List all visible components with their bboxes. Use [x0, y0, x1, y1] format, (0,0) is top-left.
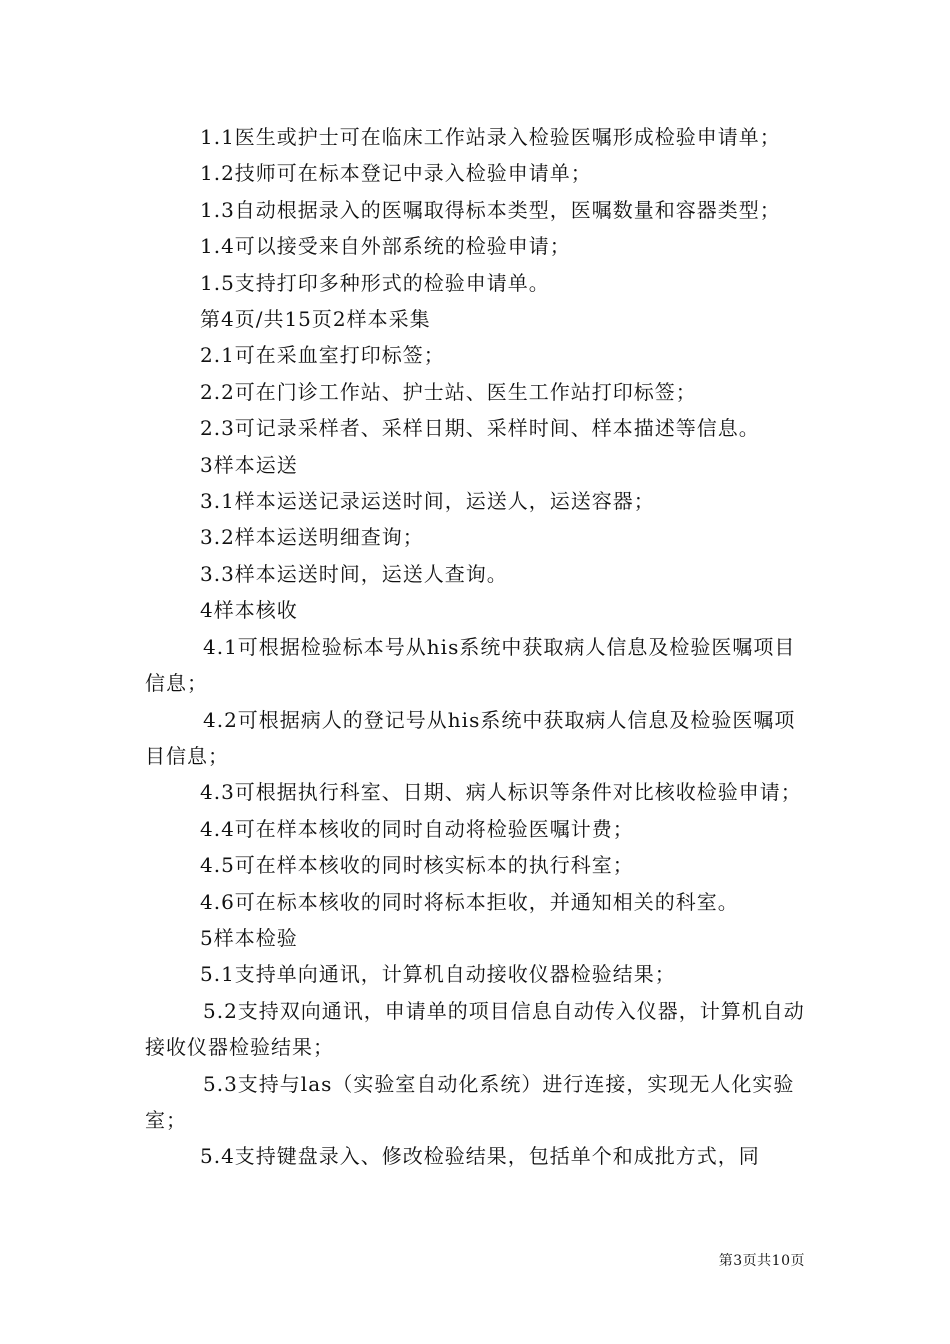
paragraph: 3.3样本运送时间，运送人查询。	[200, 561, 508, 586]
paragraph: 3.1样本运送记录运送时间，运送人，运送容器；	[200, 489, 655, 514]
section-heading: 第4页/共15页2样本采集	[200, 307, 431, 332]
section-heading: 5样本检验	[200, 925, 298, 950]
paragraph: 4.1可根据检验标本号从his系统中获取病人信息及检验医嘱项目信息；	[145, 634, 796, 696]
paragraph: 1.3自动根据录入的医嘱取得标本类型，医嘱数量和容器类型；	[200, 197, 781, 222]
paragraph: 3.2样本运送明细查询；	[200, 525, 424, 550]
paragraph: 2.2可在门诊工作站、护士站、医生工作站打印标签；	[200, 379, 697, 404]
paragraph: 4.2可根据病人的登记号从his系统中获取病人信息及检验医嘱项目信息；	[145, 707, 796, 768]
paragraph: 1.1医生或护士可在临床工作站录入检验医嘱形成检验申请单；	[200, 125, 781, 149]
paragraph: 5.3支持与las（实验室自动化系统）进行连接，实现无人化实验室；	[145, 1071, 795, 1132]
paragraph: 1.2技师可在标本登记中录入检验申请单；	[200, 161, 592, 186]
page-footer: 第3页共10页	[718, 1253, 805, 1269]
paragraph: 1.5支持打印多种形式的检验申请单。	[200, 270, 550, 295]
paragraph: 4.4可在样本核收的同时自动将检验医嘱计费；	[200, 816, 634, 841]
paragraph: 2.1可在采血室打印标签；	[200, 343, 445, 368]
paragraph: 5.2支持双向通讯，申请单的项目信息自动传入仪器，计算机自动接收仪器检验结果；	[145, 998, 805, 1060]
paragraph: 4.6可在标本核收的同时将标本拒收，并通知相关的科室。	[200, 889, 739, 914]
section-heading: 3样本运送	[200, 452, 298, 477]
paragraph: 4.5可在样本核收的同时核实标本的执行科室；	[200, 853, 634, 878]
document-body	[145, 119, 810, 1175]
paragraph: 4.3可根据执行科室、日期、病人标识等条件对比核收检验申请；	[200, 780, 802, 805]
paragraph: 2.3可记录采样者、采样日期、采样时间、样本描述等信息。	[200, 416, 760, 441]
paragraph: 1.4可以接受来自外部系统的检验申请；	[200, 234, 571, 259]
section-heading: 4样本核收	[200, 598, 298, 623]
paragraph: 5.4支持键盘录入、修改检验结果，包括单个和成批方式，同	[200, 1144, 760, 1169]
paragraph: 5.1支持单向通讯，计算机自动接收仪器检验结果；	[200, 962, 676, 987]
